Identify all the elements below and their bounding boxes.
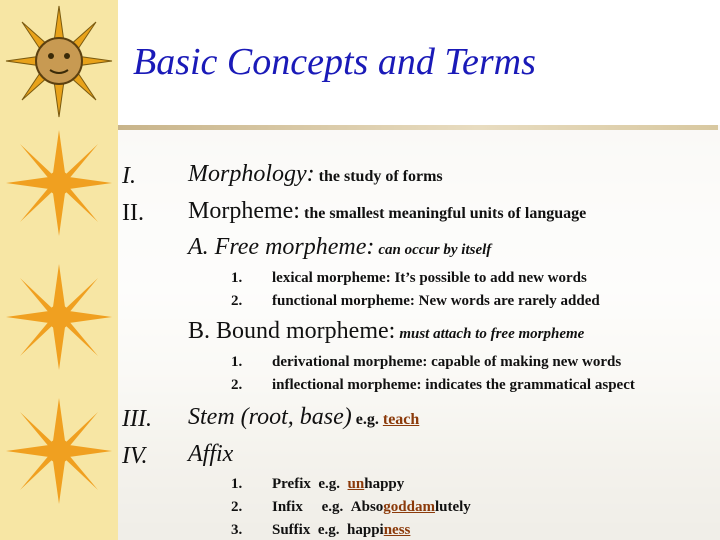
sun-burst-icon [4,396,114,506]
decorative-side-strip [0,0,118,540]
roman-numeral: II. [122,200,144,226]
affix-kind: Infix [272,499,303,515]
title-divider [118,125,718,130]
definition: the smallest meaningful units of language [303,205,587,222]
sun-burst-icon [4,128,114,238]
term: Morphology: [188,161,315,187]
example-prefix: e.g. [318,476,341,492]
definition: the study of forms [318,168,443,185]
bound-morpheme-line [188,318,584,345]
list-item-text: functional morpheme: New words are rarely added [272,293,600,309]
list-number: 2. [231,293,243,309]
list-item-text: derivational morpheme: capable of making new words [272,354,622,370]
sun-burst-icon [4,262,114,372]
stem-line [188,404,419,431]
list-number: 1. [231,476,243,492]
slide-title: Basic Concepts and Terms [133,41,536,83]
affix-example-row [272,522,410,539]
list-number: 3. [231,522,243,538]
list-number: 2. [231,499,243,515]
morpheme-line [188,198,586,225]
roman-numeral: III. [122,406,152,432]
example-prefix: e.g. [355,411,379,428]
word-part: Abso [350,499,384,515]
bound-morpheme-note: must attach to free morpheme [399,326,585,342]
free-morpheme-line [188,234,491,261]
stem-label: Stem (root, base) [188,404,352,430]
affix-example-row [272,476,404,493]
highlighted-affix: goddam [383,499,435,515]
roman-numeral: I. [122,163,136,189]
roman-numeral: IV. [122,443,148,469]
affix-label: Affix [188,441,234,467]
highlighted-affix: ness [383,522,411,538]
affix-kind: Prefix [272,476,311,492]
list-item-text: lexical morpheme: It’s possible to add new words [272,270,587,286]
example-prefix: e.g. [317,522,340,538]
morphology-line [188,161,443,188]
highlighted-affix: un [347,476,365,492]
word-part: lutely [434,499,471,515]
word-part: happy [364,476,405,492]
list-item-text: inflectional morpheme: indicates the grammatical aspect [272,377,635,393]
list-number: 1. [231,354,243,370]
term: Morpheme: [188,198,300,224]
free-morpheme-note: can occur by itself [378,242,492,258]
list-number: 1. [231,270,243,286]
affix-example-row [272,499,471,516]
bound-morpheme-label: B. Bound morpheme: [188,318,396,344]
word-part: happi [347,522,384,538]
sun-face-icon [4,4,114,119]
list-number: 2. [231,377,243,393]
example-word: teach [382,411,420,428]
free-morpheme-label: A. Free morpheme: [188,234,375,260]
example-prefix: e.g. [321,499,344,515]
affix-kind: Suffix [272,522,311,538]
